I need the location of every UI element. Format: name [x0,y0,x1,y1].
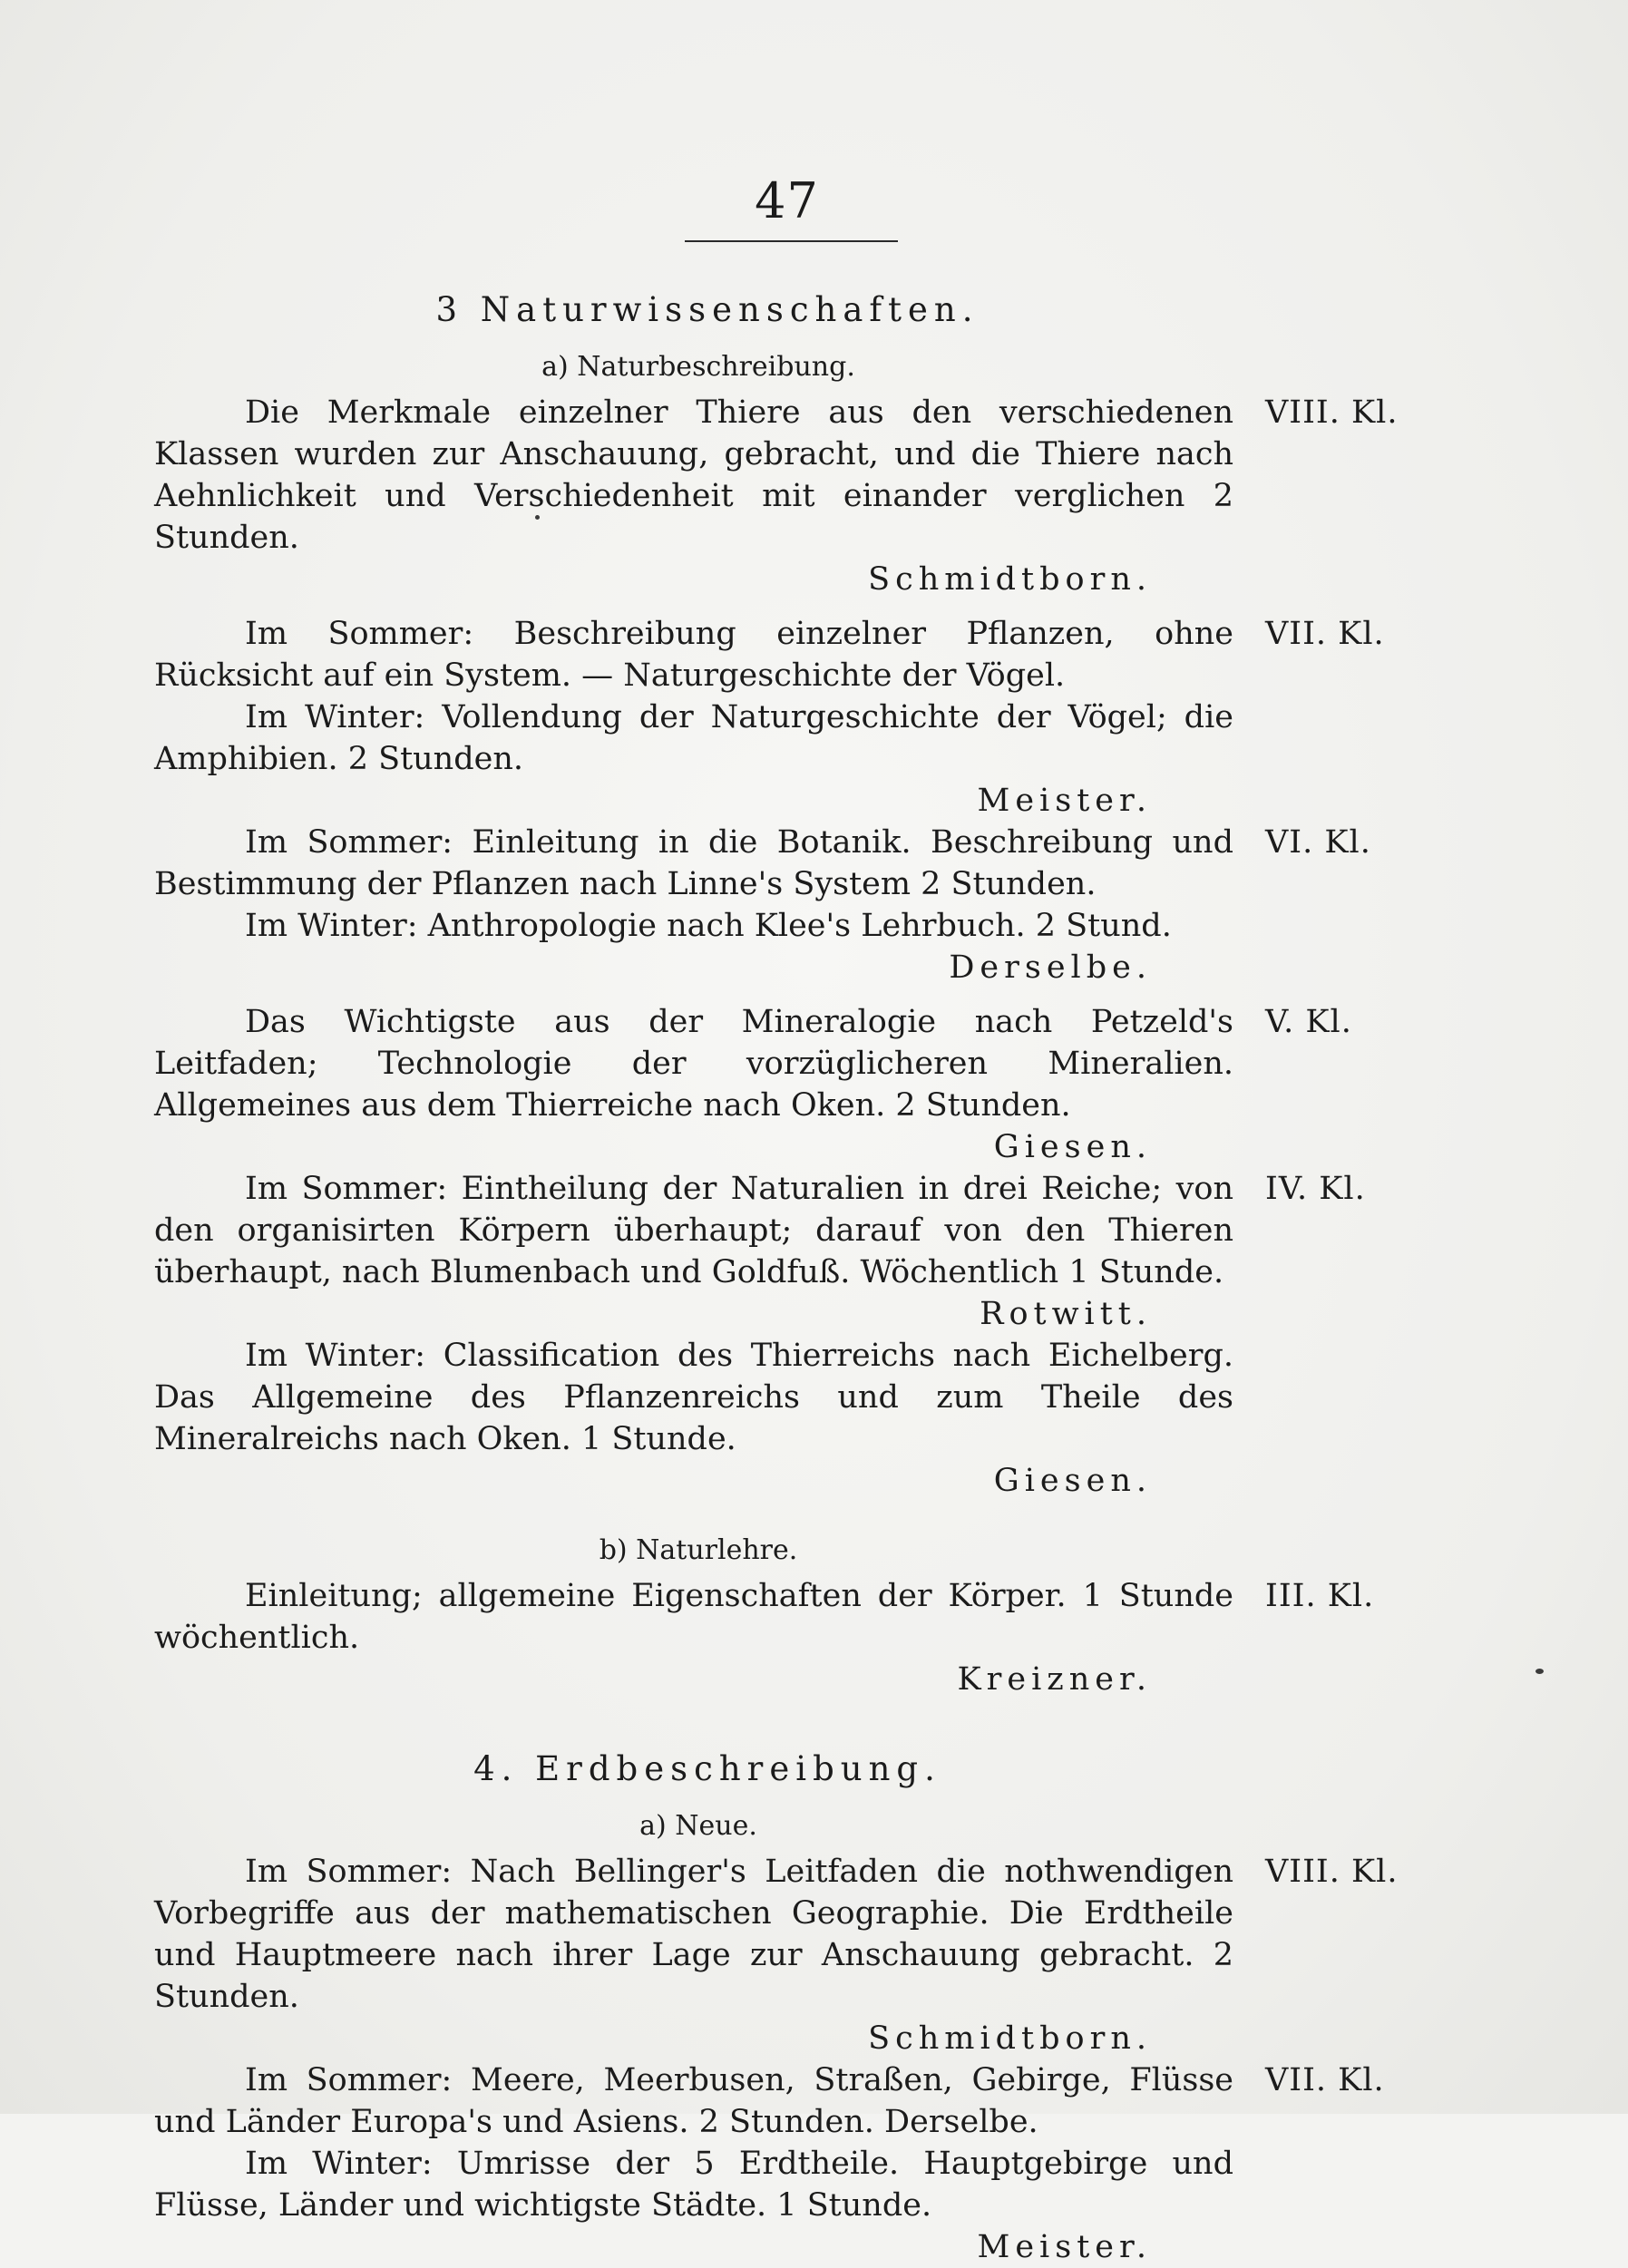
course-paragraph: Einleitung; allgemeine Eigenschaften der Körper. 1 Stunde wöchentlich. [154,1578,1233,1656]
section-title: 3 Naturwissenschaften. [435,290,980,329]
course-paragraph: Die Merkmale einzelner Thiere aus den verschiedenen Klassen wurden zur Anschauung, gebracht, und die Thiere nach Aehnlichkeit und Verschiedenheit mit einander verglichen 2 Stunden. [154,394,1233,556]
subsection-title: b) Naturlehre. [599,1534,798,1566]
subsection-title: a) Neue. [639,1810,757,1842]
course-entry [154,392,1397,600]
teacher-name: Meister. [977,2229,1152,2265]
course-paragraph: Im Sommer: Meere, Meerbusen, Straßen, Gebirge, Flüsse und Länder Europa's und Asiens. 2 Stunden. Derselbe. [154,2062,1233,2140]
section-title: 4. Erdbeschreibung. [473,1749,941,1788]
page-number: 47 [755,172,819,229]
course-entry [154,1168,1397,1335]
course-entry [154,1575,1397,1700]
class-label: VI. Kl. [1265,824,1371,861]
course-paragraph: Im Winter: Anthropologie nach Klee's Lehrbuch. 2 Stund. [245,908,1172,944]
course-paragraph: Im Sommer: Einleitung in die Botanik. Beschreibung und Bestimmung der Pflanzen nach Linne's System 2 Stunden. [154,824,1233,902]
course-entry [154,1001,1397,1168]
course-entry [154,1851,1397,2059]
course-paragraph: Im Winter: Vollendung der Naturgeschichte der Vögel; die Amphibien. 2 Stunden. [154,699,1233,777]
course-entry [154,2059,1397,2268]
teacher-name: Schmidtborn. [868,561,1152,598]
ink-speck [535,515,540,520]
class-label: VIII. Kl. [1265,394,1399,431]
teacher-name: Kreizner. [957,1661,1152,1698]
course-paragraph: Im Sommer: Eintheilung der Naturalien in drei Reiche; von den organisirten Körpern überhaupt; darauf von den Thieren überhaupt, nach Blumenbach und Goldfuß. Wöchentlich 1 Stunde. [154,1171,1233,1290]
page-body [154,281,1397,2268]
class-label: III. Kl. [1265,1578,1375,1614]
course-entry [154,613,1397,822]
teacher-name: Giesen. [993,1463,1152,1499]
class-label: V. Kl. [1265,1004,1352,1040]
teacher-name: Schmidtborn. [868,2020,1152,2057]
course-entry [154,822,1397,988]
course-paragraph: Im Sommer: Nach Bellinger's Leitfaden die nothwendigen Vorbegriffe aus der mathematischen Geographie. Die Erdtheile und Hauptmeere nach ihrer Lage zur Anschauung gebracht. 2 Stunden. [154,1854,1233,2015]
subsection-title: a) Naturbeschreibung. [541,351,855,383]
teacher-name: Meister. [977,783,1152,819]
course-paragraph: Das Wichtigste aus der Mineralogie nach Petzeld's Leitfaden; Technologie der vorzüglicheren Mineralien. Allgemeines aus dem Thierreiche nach Oken. 2 Stunden. [154,1004,1233,1124]
course-paragraph: Im Sommer: Beschreibung einzelner Pflanzen, ohne Rücksicht auf ein System. — Naturgeschichte der Vögel. [154,616,1233,694]
teacher-name: Rotwitt. [980,1296,1152,1332]
class-label: VIII. Kl. [1265,1854,1399,1890]
class-label: VII. Kl. [1265,2062,1385,2098]
teacher-name: Derselbe. [949,949,1152,986]
course-paragraph: Im Winter: Umrisse der 5 Erdtheile. Hauptgebirge und Flüsse, Länder und wichtigste Städte. 1 Stunde. [154,2146,1233,2224]
course-entry [154,1335,1397,1502]
teacher-name: Giesen. [993,1129,1152,1165]
course-paragraph: Im Winter: Classification des Thierreichs nach Eichelberg. Das Allgemeine des Pflanzenreichs und zum Theile des Mineralreichs nach Oken. 1 Stunde. [154,1338,1233,1457]
header-rule [685,240,898,242]
ink-speck [1535,1669,1544,1674]
class-label: VII. Kl. [1265,616,1385,652]
class-label: IV. Kl. [1265,1171,1366,1207]
